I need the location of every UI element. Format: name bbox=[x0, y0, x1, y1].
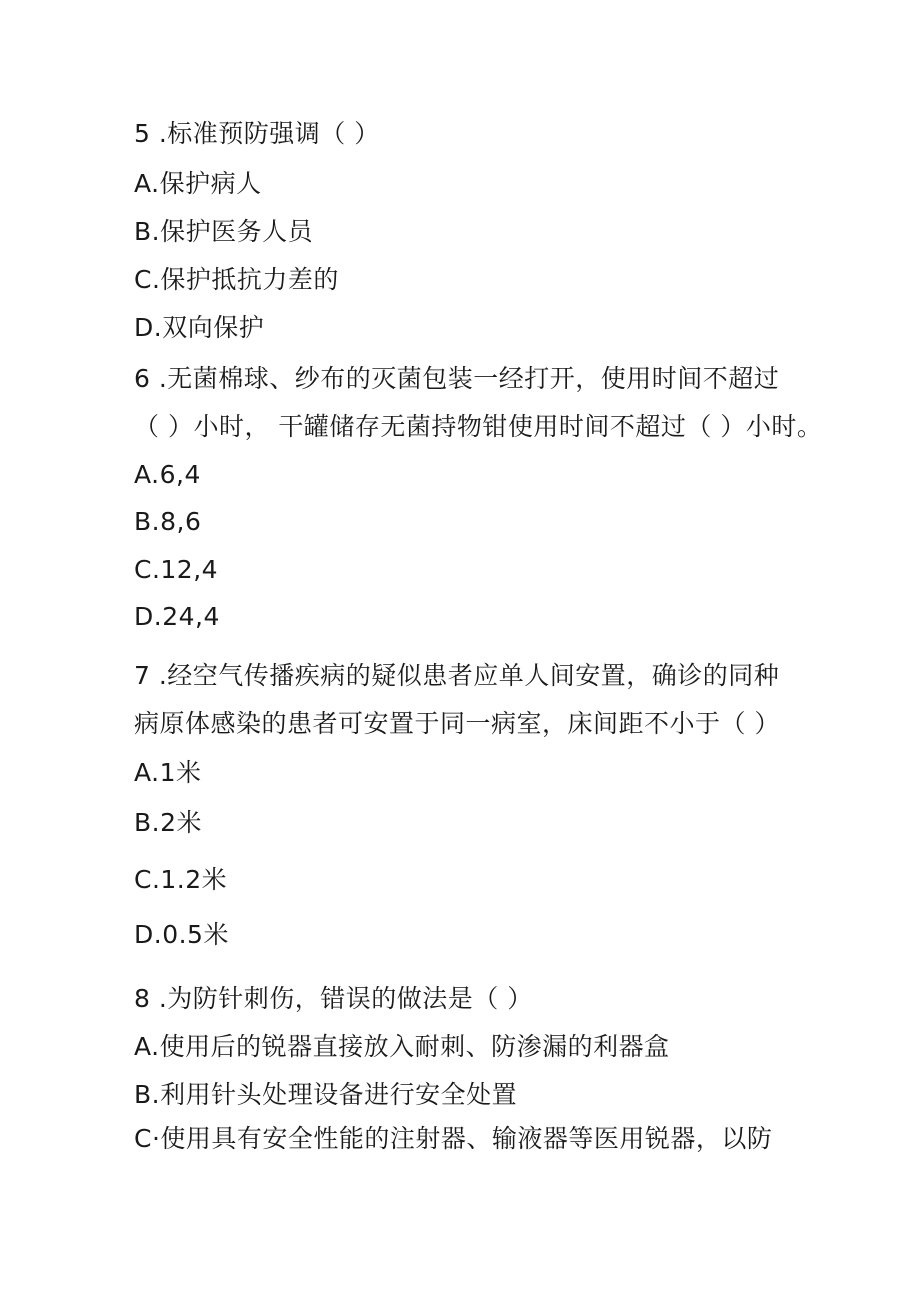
question-8-option-c: C·使用具有安全性能的注射器、输液器等医用锐器，以防 bbox=[134, 1124, 773, 1153]
question-6-stem-line-2: （ ）小时， 干罐储存无菌持物钳使用时间不超过（ ）小时。 bbox=[134, 412, 823, 441]
question-6-option-c: C.12,4 bbox=[134, 555, 219, 584]
question-6-option-b: B.8,6 bbox=[134, 507, 202, 536]
question-7-option-d: D.0.5米 bbox=[134, 920, 229, 949]
question-7-option-a: A.1米 bbox=[134, 758, 202, 787]
question-5-stem: 5 .标准预防强调（ ） bbox=[134, 119, 380, 148]
question-8-option-b: B.利用针头处理设备进行安全处置 bbox=[134, 1080, 518, 1109]
question-7-stem-line-2: 病原体感染的患者可安置于同一病室，床间距不小于（ ） bbox=[134, 709, 780, 738]
question-7-option-b: B.2米 bbox=[134, 808, 203, 837]
question-7-option-c: C.1.2米 bbox=[134, 865, 228, 894]
question-8-option-a: A.使用后的锐器直接放入耐刺、防渗漏的利器盒 bbox=[134, 1032, 670, 1061]
question-7-stem-line-1: 7 .经空气传播疾病的疑似患者应单人间安置，确诊的同种 bbox=[134, 661, 780, 690]
question-6-stem-line-1: 6 .无菌棉球、纱布的灭菌包装一经打开，使用时间不超过 bbox=[134, 364, 780, 393]
question-6-option-a: A.6,4 bbox=[134, 460, 201, 489]
question-5-option-b: B.保护医务人员 bbox=[134, 217, 314, 246]
question-5-option-a: A.保护病人 bbox=[134, 169, 262, 198]
question-5-option-d: D.双向保护 bbox=[134, 313, 265, 342]
question-8-stem: 8 .为防针刺伤，错误的做法是（ ） bbox=[134, 984, 533, 1013]
question-6-option-d: D.24,4 bbox=[134, 602, 220, 631]
question-5-option-c: C.保护抵抗力差的 bbox=[134, 265, 339, 294]
